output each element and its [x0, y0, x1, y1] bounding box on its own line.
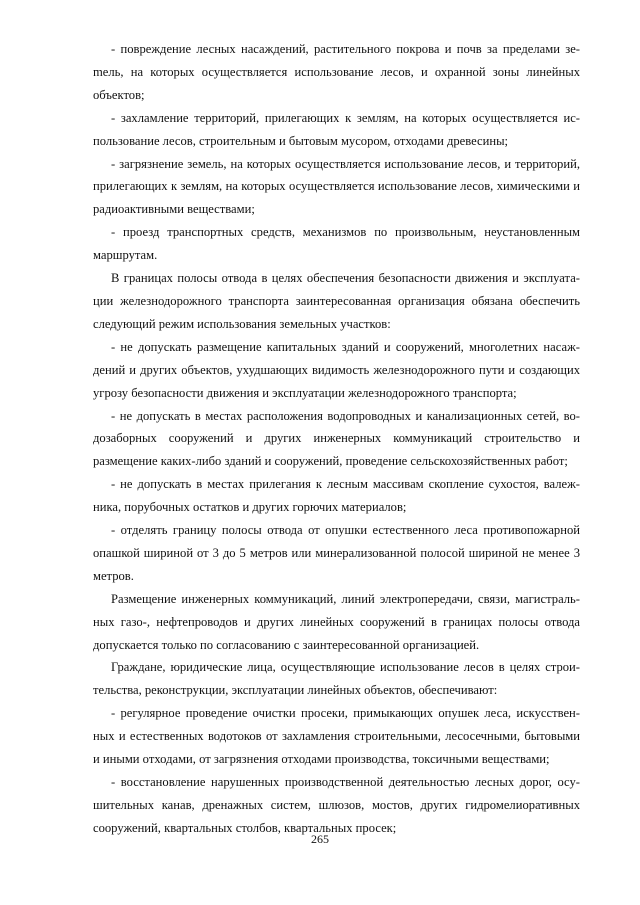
paragraph-5: В границах полосы отвода в целях обеспечения безопасности движения и эксплуатации железнодорожного транспорта заинтересованная организация обязана обеспечить следующий режим использования земельных участков:	[93, 271, 580, 331]
paragraph-13: - восстановление нарушенных производственной деятельностью лесных дорог, осушительных канав, дренажных систем, шлюзов, мостов, других гидромелиоративных сооружений, квартальных столбов, квартальных просек;	[93, 775, 580, 835]
paragraph-1: - повреждение лесных насаждений, растительного покрова и почв за пределами зеmель, на которых осуществляется использование лесов, и охранной зоны линейных объектов;	[93, 42, 580, 102]
paragraph-3: - загрязнение земель, на которых осуществляется использование лесов, и территорий, прилегающих к землям, на которых осуществляется использование лесов, химическими и радиоактивными веществами;	[93, 156, 580, 217]
body-text	[93, 38, 580, 840]
page-number: 265	[311, 832, 329, 846]
paragraph-7: - не допускать в местах расположения водопроводных и канализационных сетей, водозаборных сооружений и других инженерных коммуникаций строительство и размещение каких-либо зданий и сооружений, проведение сельскохозяйственных работ;	[93, 408, 580, 469]
paragraph-9: - отделять границу полосы отвода от опушки естественного леса противопожарной опашкой шириной от 3 до 5 метров или минерализованной полосой шириной не менее 3 метров.	[93, 523, 580, 583]
paragraph-2: - захламление территорий, прилегающих к землям, на которых осуществляется использование лесов, строительным и бытовым мусором, отходами древесины;	[93, 110, 580, 148]
paragraph-11: Граждане, юридические лица, осуществляющие использование лесов в целях строительства, реконструкции, эксплуатации линейных объектов, обеспечивают:	[93, 660, 580, 698]
paragraph-6: - не допускать размещение капитальных зданий и сооружений, многолетних насаждений и других объектов, ухудшающих видимость железнодорожного пути и создающих угрозу безопасности движения и эксплуатации железнодорожного транспорта;	[93, 339, 580, 400]
paragraph-10: Размещение инженерных коммуникаций, линий электропередачи, связи, магистральных газо-, нефтепроводов и других линейных сооружений в границах полосы отвода допускается только по согласованию с заинтересованной организацией.	[93, 591, 580, 652]
paragraph-12: - регулярное проведение очистки просеки, примыкающих опушек леса, искусственных и естественных водотоков от захламления строительными, лесосечными, бытовыми и иными отходами, от загрязнения отходами производства, токсичными веществами;	[93, 706, 580, 767]
paragraph-8: - не допускать в местах прилегания к лесным массивам скопление сухостоя, валежника, порубочных остатков и других горючих материалов;	[93, 477, 580, 515]
paragraph-4: - проезд транспортных средств, механизмов по произвольным, неустановленным маршрутам.	[93, 225, 580, 263]
